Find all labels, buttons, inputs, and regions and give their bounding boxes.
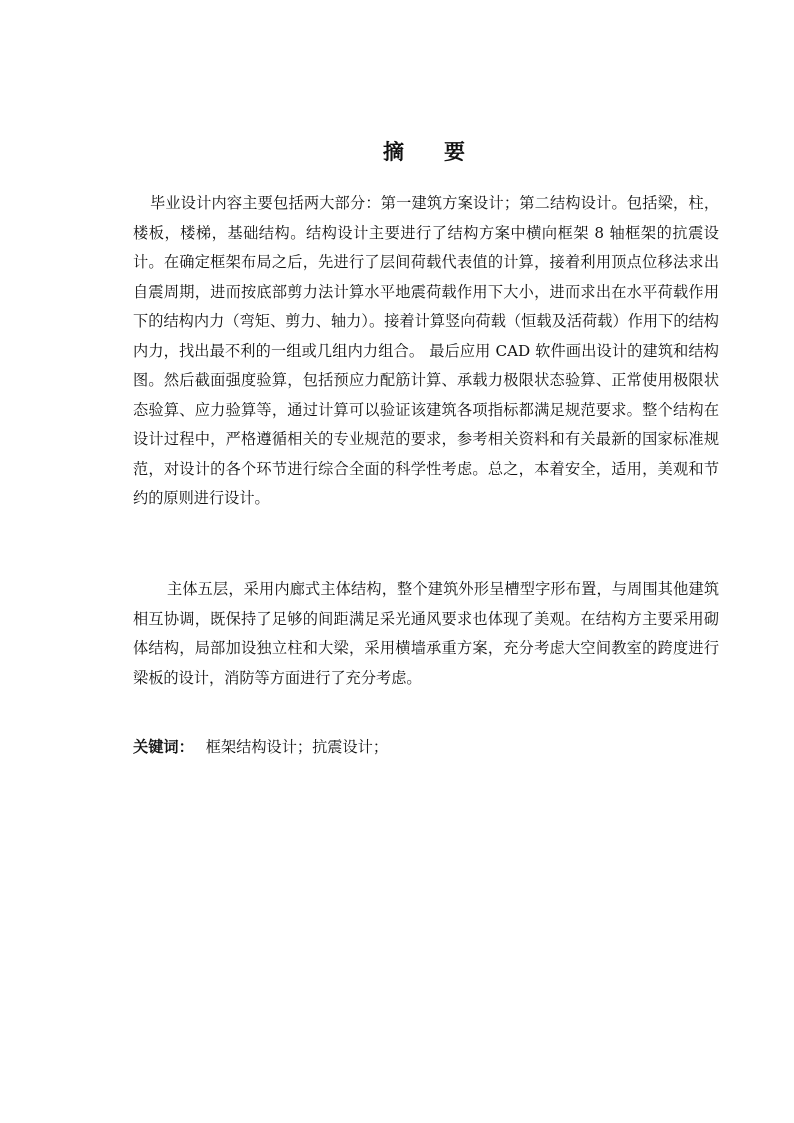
keywords-line xyxy=(133,733,388,762)
title-char-2: 要 xyxy=(444,139,465,164)
page-title xyxy=(0,136,794,166)
keywords-value: 框架结构设计；抗震设计； xyxy=(205,738,388,756)
keywords-label: 关键词： xyxy=(133,738,194,756)
title-char-1: 摘 xyxy=(383,139,404,164)
abstract-paragraph-1: 毕业设计内容主要包括两大部分：第一建筑方案设计；第二结构设计。包括梁，柱，楼板，楼梯，基础结构。结构设计主要进行了结构方案中横向框架 8 轴框架的抗震设计。在确定框架布局之后，先进行了层间荷载代表值的计算，接着利用顶点位移法求出自震周期，进而按底部剪力法计算水平地震荷载作用下大小，进而求出在水平荷载作用下的结构内力（弯矩、剪力、轴力）。接着计算竖向荷载（恒载及活荷载）作用下的结构内力，找出最不利的一组或几组内力组合。 最后应用 CAD 软件画出设计的建筑和结构图。然后截面强度验算，包括预应力配筋计算、承载力极限状态验算、正常使用极限状态验算、应力验算等，通过计算可以验证该建筑各项指标都满足规范要求。整个结构在设计过程中，严格遵循相关的专业规范的要求，参考相关资料和有关最新的国家标准规范，对设计的各个环节进行综合全面的科学性考虑。总之，本着安全，适用，美观和节约的原则进行设计。 xyxy=(133,194,719,507)
abstract-paragraph-2: 主体五层，采用内廊式主体结构，整个建筑外形呈槽型字形布置，与周围其他建筑相互协调，既保持了足够的间距满足采光通风要求也体现了美观。在结构方主要采用砌体结构，局部加设独立柱和大梁，采用横墙承重方案，充分考虑大空间教室的跨度进行梁板的设计，消防等方面进行了充分考虑。 xyxy=(133,580,719,687)
